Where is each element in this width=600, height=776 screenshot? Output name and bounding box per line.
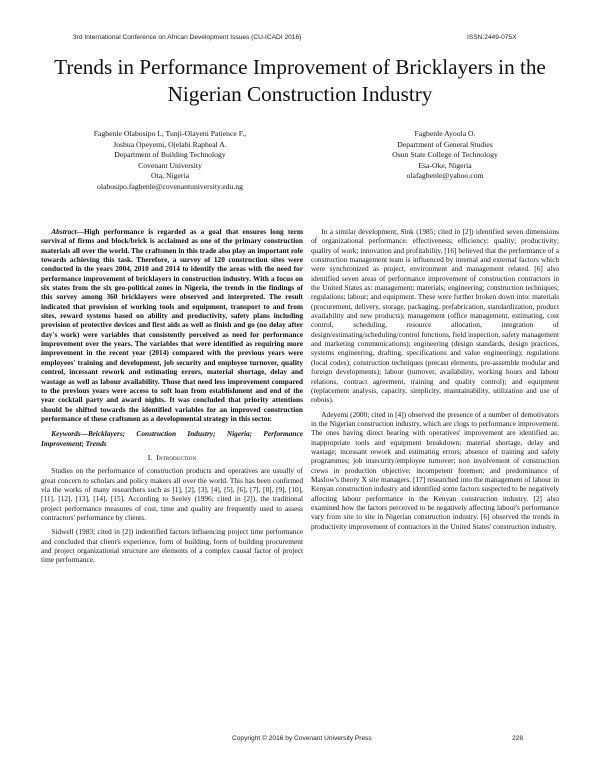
author-email: olafagbenle@yahoo.com [406, 171, 484, 181]
author-institution: Osun State College of Technology [392, 150, 498, 160]
author-department: Department of General Studies [397, 139, 493, 149]
abstract-dash: — [76, 227, 84, 236]
right-column [311, 227, 559, 536]
author-name: Fagbenle Ayoola O. [414, 129, 476, 138]
section-number: I. [147, 452, 153, 462]
body-paragraph: Adeyemi (2000; cited in [4]) observed the presence of a number of demotivators in the Nigerian construction industry, which are clogs to performance improvement. The ones having direct bearing with operatives' improvement are identified as: inappropriate tools and equipment breakdown; material shortage, delay and wastage; incessant rework and estimating errors; absence of training and safety programmes; job insecurity/employee turnover; non involvement of construction crews in production objective; incompetent foremen; and predominance of Maslow's theory X site managers. [17] researched into the management of labour in Kenyan construction industry and identified some factors suspected to be negatively affecting labour performance in the Kenyan construction industry. [2] also examined how the factors perceived to be negatively affecting labour's performance vary from site to site in Nigerian construction industry. [6] observed the trends in productivity improvement of contractors in the United States' construction industry. [311, 409, 559, 531]
author-email: olabosipo.fagbenle@covenantuniversity.edu.ng [97, 181, 243, 191]
author-location: Ota, Nigeria [151, 171, 189, 181]
copyright-footer: Copyright © 2016 by Covenant University Press [232, 735, 372, 742]
author-affiliation-left [40, 129, 300, 193]
body-paragraph: Sidwell (1983; cited in [2]) indentified factors influencing project time performance and concluded that client's experience, form of building, form of building procurement and project organizational structure are elements of a complex causal factor of project time performance. [41, 527, 303, 565]
body-paragraph: In a similar development, Sink (1985; cited in [2]) identified seven dimensions of organizational performance: effectiveness; efficiency; quality; productivity; quality of work; innovation and profitability. [16] believed that the performance of a construction management team is influenced by internal and external factors which were synchronized as project, environment and management related. [6] also identified seven areas of performance improvement of construction contractors in the United States as: management; materials; engineering; construction techniques; regulations; labour; and equipment. These were further broken down into: materials (procurement, delivery, storage, packaging, prefabrication, standardization, product availability and new products); management (office management, estimating, cost control, scheduling, resource allocation, integration of design/estimating/scheduling/control functions, field inspection, safety management and marketing communications); engineering (design standards, design practices, systems engineering, drafting, specifications and value engineering); regulations (local codes); construction techniques (precast elements, pre-assemble modular and foreign developments); labour (turnover, availability, working hours and labour relations, contract agreement, training and quality control); and equipment (replacement analysis, capacity, simplicity, maintainability, utilization and use of robots). [311, 227, 559, 405]
left-column [41, 227, 303, 570]
keywords: Keywords—Bricklayers; Construction Industry; Nigeria; Performance Improvement; Trends [41, 429, 303, 448]
body-paragraph: Studies on the performance of construction products and operatives are usually of great concern to scholars and policy makers all over the world. This has been confirmed via the works of many researchers such as [1], [2], [3], [4], [5], [6], [7], [8], [9], [10], [11], [12], [13], [14], [15]. According to Seeley (1996; cited in [2]), the traditional project performance measures of cost, time and quality are frequently used to assess contractors' performance by clients. [41, 466, 303, 522]
page-number: 228 [512, 735, 524, 742]
author-names-line-2: Joshua Opeyemi, Ojelabi Rapheal A. [113, 139, 227, 149]
conference-header: 3rd International Conference on African Development Issues (CU-ICADI 2016) [73, 34, 302, 41]
author-department: Department of Building Technology [114, 150, 226, 160]
abstract-label: Abstract [51, 227, 77, 236]
section-heading [41, 453, 303, 462]
abstract-text: High performance is regarded as a goal that ensures long term survival of firms and block/brick is acclaimed as one of the primary construction materials all over the world. The craftsmen in this trade also play an important role towards achieving this task. Therefore, a survey of 120 construction sites were conducted in the years 2004, 2010 and 2014 to identify the areas with the need for performance improvement of bricklayers in construction industry. With a focus on six states from the six geo-political zones in Nigeria, the trends in the findings of this survey among 360 bricklayers were observed and interpreted. The result indicated that provision of working tools and equipment, transport to and from sites, reward systems based on ability and productivity, safety plans including provision of protective devices and first aids as well as finish and go (no delay after day's work) were variables that consistently perceived as need for performance improvement over the years. The variables that were identified as requiring more improvement in the recent year (2014) compared with the previous years were employees' training and development, job security and employee turnover, quality control, incessant rework and estimating errors, material shortage, delay and wastage as well as labour availability. Those that need less improvement compared to the previous years were access to soft loan from establishment and end of the year cocktail party and award nights. It was concluded that priority attentions should be shifted towards the identified variables for an improved construction performance of these craftsmen as a developmental strategy in this sector. [41, 227, 303, 423]
section-title: Introduction [156, 452, 197, 462]
paper-title: Trends in Performance Improvement of Bricklayers in the Nigerian Construction Industry [54, 55, 546, 106]
author-location: Esa-Oke, Nigeria [418, 160, 472, 170]
abstract [41, 227, 303, 423]
author-institution: Covenant University [138, 160, 202, 170]
author-names-line-1: Fagbenle Olabosipo I., Tunji-Olayeni Patience F., [93, 129, 247, 138]
author-affiliation-right [360, 129, 530, 182]
issn-header: ISSN:2449-075X [467, 34, 517, 41]
